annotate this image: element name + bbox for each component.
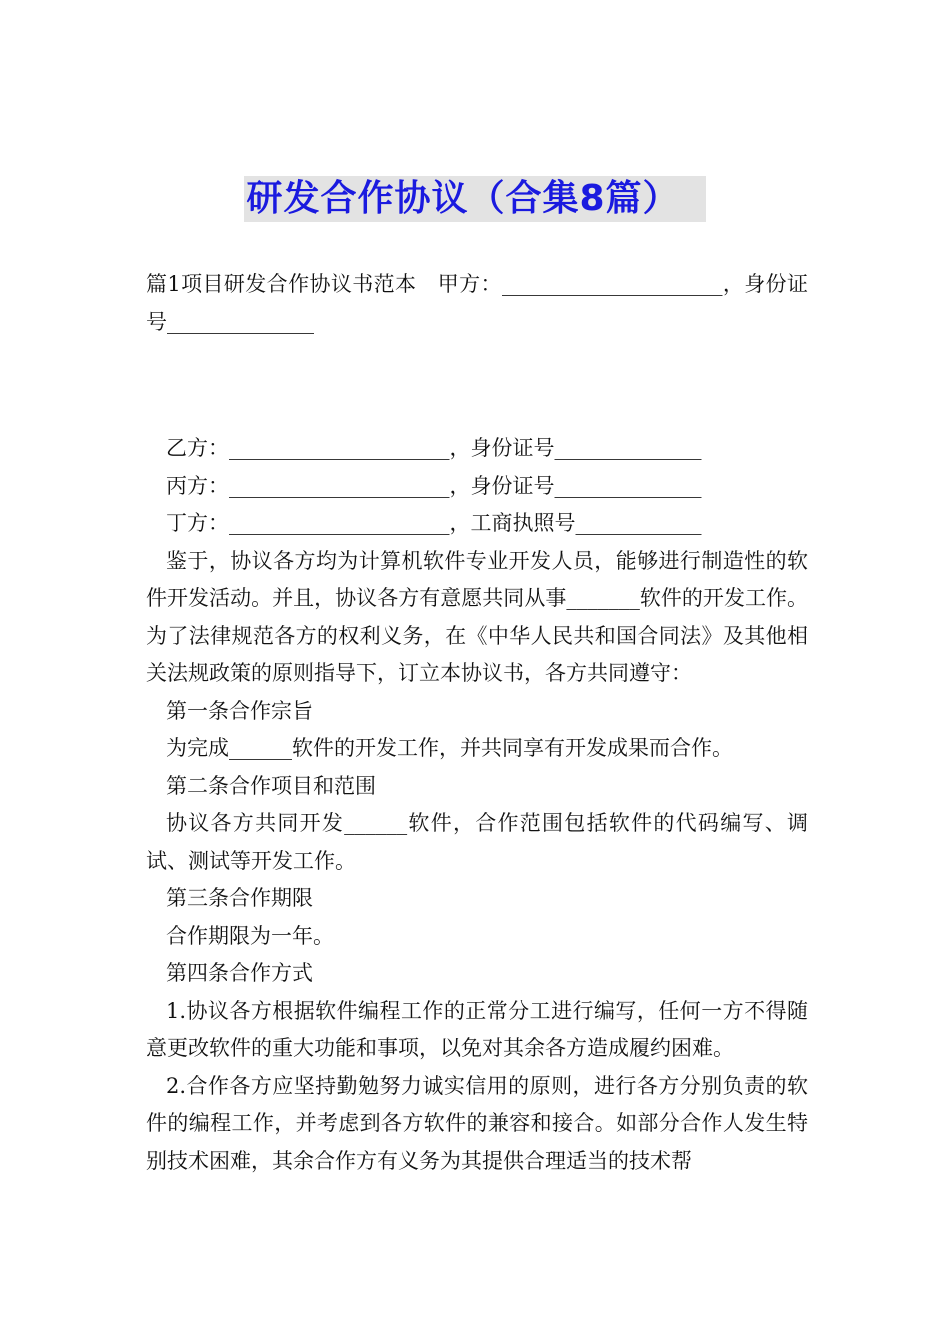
article-4-item-1: 1.协议各方根据软件编程工作的正常分工进行编写，任何一方不得随意更改软件的重大功能和事项，以免对其余各方造成履约困难。	[146, 998, 808, 1060]
article-2-text: 协议各方共同开发______软件，合作范围包括软件的代码编写、调试、测试等开发工作。	[146, 811, 808, 873]
article-4-item-2: 2.合作各方应坚持勤勉努力诚实信用的原则，进行各方分别负责的软件的编程工作，并考虑到各方软件的兼容和接合。如部分合作人发生特别技术困难，其余合作方有义务为其提供合理适当的技术帮	[146, 1073, 808, 1173]
party-c-line: 丙方：_____________________，身份证号______________	[166, 473, 702, 498]
party-b-line: 乙方：_____________________，身份证号______________	[166, 436, 702, 460]
article-3-text: 合作期限为一年。	[166, 923, 334, 948]
article-1-text: 为完成______软件的开发工作，并共同享有开发成果而合作。	[166, 736, 733, 760]
article-3-heading: 第三条合作期限	[166, 886, 313, 910]
article-2-heading: 第二条合作项目和范围	[166, 773, 376, 798]
document-body	[146, 266, 808, 1180]
party-d-line: 丁方：_____________________，工商执照号____________	[166, 511, 702, 535]
article-1-heading: 第一条合作宗旨	[166, 698, 313, 723]
article-4-heading: 第四条合作方式	[166, 961, 313, 985]
preamble-paragraph: 鉴于，协议各方均为计算机软件专业开发人员，能够进行制造性的软件开发活动。并且，协议各方有意愿共同从事_______软件的开发工作。为了法律规范各方的权利义务，在《中华人民共和国合同法》及其他相关法规政策的原则指导下，订立本协议书，各方共同遵守：	[146, 548, 808, 685]
intro-paragraph: 篇1项目研发合作协议书范本 甲方：_____________________，身份证号______________	[146, 272, 808, 334]
title-container	[0, 176, 950, 222]
blank-space	[146, 341, 808, 430]
document-title: 研发合作协议（合集8篇）	[244, 176, 705, 222]
